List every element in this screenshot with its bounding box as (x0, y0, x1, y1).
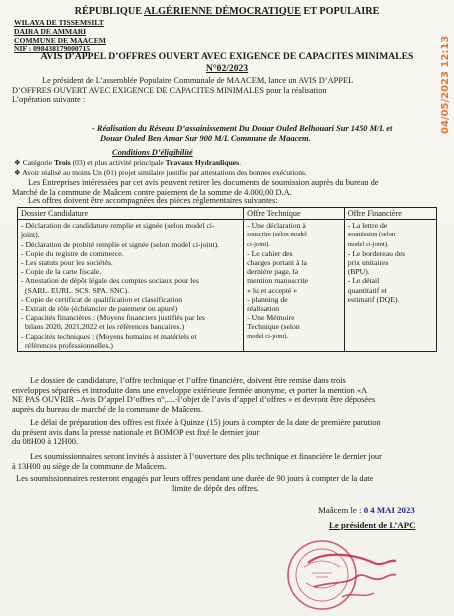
photo-timestamp (440, 4, 452, 134)
conditions-title: Conditions D’éligibilité (112, 148, 193, 157)
signature-place: Maâcem le : (318, 505, 364, 515)
signature-date (318, 505, 415, 515)
required-documents-table (17, 207, 437, 352)
paragraph-line: auprès du bureau de marché de la commune de Maâcem. (12, 404, 203, 414)
list-item: - La lettre de (347, 221, 388, 231)
project-line: Douar Ouled Ben Amar Sur 900 M/L Commune de Maacem. (100, 133, 311, 143)
official-stamp-signature (282, 537, 402, 613)
list-item: estimatif (DQE). (347, 294, 400, 304)
signatory-title: Le président de L’APC (329, 520, 416, 530)
list-item: - Le détail (347, 276, 380, 286)
issuer-commune: COMMUNE DE MAACEM (14, 35, 106, 45)
paragraph-line: du présent avis dans la presse nationale et BOMOP est fixé le dernier jour (12, 427, 260, 437)
list-item: - Extrait de rôle (échéancier de paiement ou apuré) (21, 304, 178, 314)
project-line: - Réalisation du Réseau D’assainissement Du Douar Ouled Belhouari Sur 1450 M/L et (92, 124, 393, 133)
submission-paragraph (12, 376, 440, 414)
paragraph-line: limite de dépôt des offres. (172, 483, 260, 493)
notice-number: N°02/2023 (205, 63, 249, 74)
list-item: réalisation (247, 304, 280, 314)
notice-title: AVIS D’APPEL D’OFFRES OUVERT AVEC EXIGENCE DE CAPACITES MINIMALES (40, 51, 414, 62)
issuer-wilaya: WILAYA DE TISSEMSILT (14, 18, 104, 27)
opening-paragraph (12, 452, 440, 471)
paragraph-line: du 08H00 à 12H00. (12, 437, 79, 447)
issuer-block (14, 19, 106, 54)
dossier-cell (18, 220, 244, 352)
republic-header-mid: ALGÉRIENNE DÉMOCRATIQUE (143, 6, 301, 17)
validity-paragraph (12, 474, 440, 493)
withdraw-line: Les Entreprises intéressées par cet avis peuvent retirer les documents de soumission auprès du bureau de (28, 178, 379, 187)
list-item: Technique (selon (247, 322, 300, 332)
paragraph-line: Le dossier de candidature, l’offre technique et l’offre financière, doivent être remise dans trois (30, 376, 346, 385)
republic-header-pre: RÉPUBLIQUE (74, 6, 144, 17)
header-technique: Offre Technique (244, 208, 345, 220)
photo-timestamp-text: 04/05/2023 12:13 (440, 35, 451, 134)
intro-line: D’OFFRES OUVERT AVEC EXIGENCE DE CAPACITES MINIMALES pour la réalisation (12, 85, 327, 95)
paragraph-line: NE PAS OUVRIR –Avis D’appel D’offres n°.....-l’objet de l’avis d’appel d’offres » et devront être déposées (12, 395, 376, 405)
intro-paragraph (12, 76, 440, 105)
technique-cell (244, 220, 345, 352)
list-item: (BPU). (347, 267, 370, 277)
list-item: souscrire (selon model (247, 231, 307, 239)
list-item: prix unitaires (347, 258, 389, 268)
list-item: joint). (21, 230, 40, 240)
header-dossier: Dossier Candidature (18, 208, 244, 220)
list-item: - Capacités financières : (Moyens financiers justifiés par les (21, 313, 206, 323)
experience-bullet: ❖ Avoir réalisé au moins Un (01) projet similaire justifie par attestations des bonnes exécutions. (14, 168, 307, 177)
republic-header (0, 6, 454, 17)
intro-line: Le président de L’assemblée Populaire Communale de MAACEM, lance un AVIS D’APPEL (42, 76, 354, 85)
list-item: soumission (selon (347, 231, 396, 239)
list-item: model ci-joint). (347, 240, 389, 248)
intro-line: L’opération suivante : (12, 95, 86, 105)
list-item: charges portant à la (247, 258, 307, 268)
table-header-row (18, 208, 437, 220)
header-financiere: Offre Financière (344, 208, 436, 220)
list-item: bilans 2020, 2021,2022 et les références bancaires.) (25, 322, 185, 332)
diamond-bullet-icon: ❖ (14, 158, 23, 167)
list-item: - Une Mémoire (247, 313, 295, 323)
list-item: - Le cahier des (247, 248, 293, 258)
republic-header-post: ET POPULAIRE (300, 6, 380, 17)
list-item: model ci-joint). (247, 332, 289, 340)
list-item: - Le bordereau des (347, 248, 406, 258)
project-description (92, 124, 440, 143)
paragraph-line: à 13H00 au siège de la commune de Maâcem. (12, 461, 167, 471)
list-item: - Déclaration de candidature remplie et signée (selon model ci- (21, 221, 215, 231)
deadline-paragraph (12, 418, 440, 447)
list-item: ci-joint). (247, 240, 271, 248)
list-item: - Les statuts pour les sociétés. (21, 258, 113, 268)
withdraw-paragraph (12, 178, 440, 206)
list-item: - planning de (247, 294, 288, 304)
diamond-bullet-icon: ❖ (14, 168, 23, 177)
list-item: - Capacités techniques : (Moyens humains et matériels et (21, 331, 197, 341)
issuer-daira: DAIRA DE AMMARI (14, 26, 87, 36)
paragraph-line: enveloppes séparées et introduite dans une enveloppe extérieure fermée anonyme, et porter la mention «A (12, 385, 368, 395)
paragraph-line: Le délai de préparation des offres est fixée à Quinze (15) jours à compter de la date de première parution (30, 418, 381, 427)
category-bullet: ❖ Catégorie Trois (03) et plus activité principale Travaux Hydrauliques. (14, 158, 242, 167)
list-item: (SARL. EURL. SCS. SPA. SNC). (25, 285, 130, 295)
list-item: dernière page, la (247, 267, 299, 277)
paragraph-line: Les soumissionnaires resteront engagés par leurs offres pendant une durée de 90 jours à compter de la date (16, 474, 374, 483)
financiere-cell (344, 220, 436, 352)
list-item: « lu et accepté » (247, 285, 298, 295)
list-item: - Copie du registre de commerce. (21, 248, 124, 258)
withdraw-line: Marché de la commune de Maâcem contre paiement de la somme de 4.000,00 D.A. (12, 187, 292, 197)
list-item: mention manuscrite (247, 276, 308, 286)
list-item: - Copie de certificat de qualification et classification (21, 294, 183, 304)
list-item: - Copie de la carte fiscale. (21, 267, 102, 277)
table-row (18, 220, 437, 352)
list-item: - Une déclaration à (247, 221, 306, 231)
paragraph-line: Les soumissionnaires seront invités à assister à l’ouverture des plis technique et financière le dernier jour (30, 452, 382, 461)
list-item: - Attestation de dépôt légale des comptes sociaux pour les (21, 276, 199, 286)
list-item: quantitatif et (347, 285, 387, 295)
issuer-nif: NIF : 098438179000715 (14, 44, 91, 54)
offers-line: Les offres doivent être accompagnées des pièces réglementaires suivantes: (28, 196, 278, 206)
list-item: références professionnelles.) (25, 340, 113, 350)
list-item: - Déclaration de probité remplie et signée (selon model ci-joint). (21, 239, 220, 249)
date-stamp: 0 4 MAI 2023 (363, 505, 415, 515)
